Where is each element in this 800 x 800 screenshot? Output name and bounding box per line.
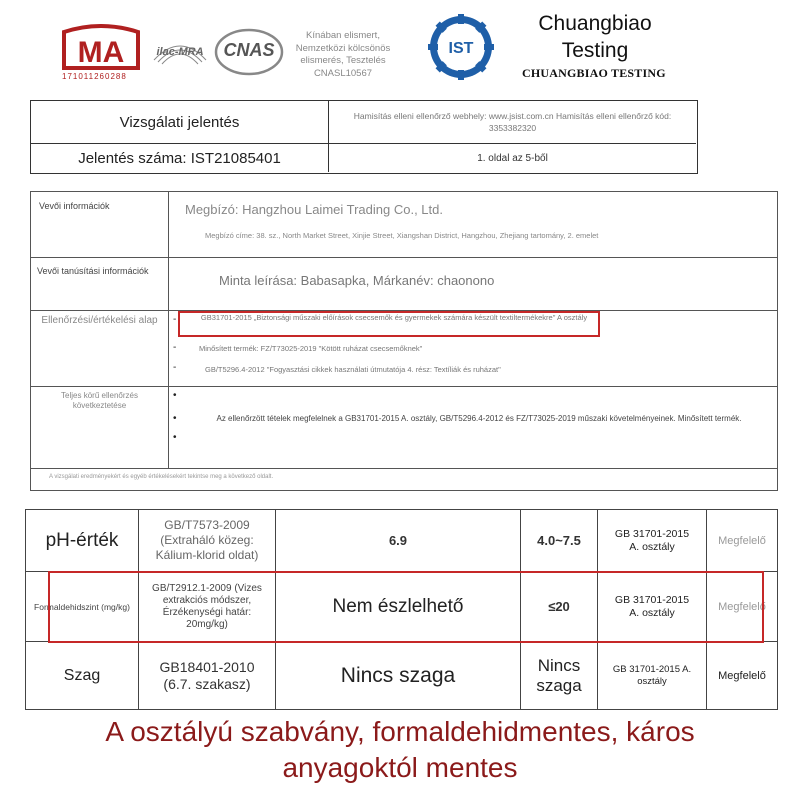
client-name: Megbízó: Hangzhou Laimei Trading Co., Ltd. [185, 202, 443, 217]
bullet-dash: - [173, 342, 177, 353]
result-standard: GB 31701-2015 A. osztály [598, 642, 707, 709]
sample-info-value [169, 258, 777, 311]
result-item: Szag [26, 642, 139, 709]
basis-item-1: GB31701-2015 „Biztonsági műszaki előírások csecsemők és gyermekek számára készült textiltermékekre" A osztály [200, 313, 588, 322]
result-item: pH-érték [26, 510, 139, 571]
result-method: GB/T7573-2009 (Extraháló közeg: Kálium-klorid oldat) [139, 510, 276, 571]
result-method: GB/T2912.1-2009 (Vizes extrakciós módszer, Érzékenységi határ: 20mg/kg) [139, 572, 276, 641]
conclusion-label: Teljes körű ellenőrzés következtetése [31, 387, 169, 469]
conclusion-value [169, 387, 777, 469]
result-verdict: Megfelelő [718, 534, 766, 547]
accreditation-line: CNASL10567 [313, 67, 373, 79]
result-value: Nincs szaga [276, 642, 521, 709]
accreditation-text [286, 30, 400, 80]
company-title [520, 10, 670, 64]
footnote: A vizsgálati eredményekért és egyéb értékelésekért tekintse meg a következő oldalt. [49, 474, 274, 480]
result-verdict: Megfelelő [718, 600, 766, 613]
highlight-box-formaldehyde [48, 571, 764, 643]
company-title-line: Chuangbiao [538, 12, 652, 35]
sample-description: Minta leírása: Babasapka, Márkanév: chaonono [219, 273, 495, 288]
client-info-value [169, 192, 777, 258]
basis-item-2: Minősített termék: FZ/T73025-2019 "Kötött ruházat csecsemőknek" [199, 344, 423, 353]
bullet-dash: - [173, 362, 177, 373]
accreditation-line: elismerés, Tesztelés [300, 55, 386, 66]
accreditation-line: Nemzetközi kölcsönös [295, 42, 391, 54]
bullet-dot: • [173, 413, 177, 424]
page-number: 1. oldal az 5-ből [477, 152, 548, 164]
ist-logo [428, 14, 494, 80]
cma-logo-text: MA [77, 36, 125, 69]
result-method: GB18401-2010 (6.7. szakasz) [139, 642, 276, 709]
conclusion-text: Az ellenőrzött tételek megfelelnek a GB31701-2015 A. osztály, GB/T5296.4-2012 és FZ/T73025-2019 műszaki követelményeinek. Minősített termék. [216, 414, 742, 423]
highlight-box-basis [178, 311, 600, 337]
ist-logo-text: IST [448, 40, 474, 57]
result-limit: Nincs szaga [521, 642, 598, 709]
result-limit: ≤20 [521, 572, 598, 641]
report-header-table [30, 100, 698, 174]
cert-info-label: Vevői tanúsítási információk [31, 258, 169, 311]
table-row [26, 642, 777, 709]
ilac-mra-text: ilac-MRA [156, 46, 204, 58]
report-info-table [30, 191, 778, 491]
basis-item-3: GB/T5296.4-2012 "Fogyasztási cikkek használati útmutatója 4. rész: Textíliák és ruházat" [205, 365, 501, 374]
bullet-dot: • [173, 432, 177, 443]
result-standard: GB 31701-2015 A. osztály [598, 510, 707, 571]
company-subtitle: CHUANGBIAO TESTING [522, 66, 666, 80]
result-limit: 4.0~7.5 [521, 510, 598, 571]
cma-number: 171011260288 [62, 72, 127, 81]
bullet-dot: • [173, 390, 177, 401]
basis-label: Ellenőrzési/értékelési alap [31, 311, 169, 387]
slogan-line: A osztályú szabvány, formaldehidmentes, káros [105, 716, 695, 747]
result-value: Nem észlelhető [276, 572, 521, 641]
accreditation-line: Kínában elismert, [306, 30, 380, 41]
result-item: Formaldehidszint (mg/kg) [26, 572, 139, 641]
anti-counterfeit-info: Hamisítás elleni ellenőrző webhely: www.jsist.com.cn Hamisítás elleni ellenőrző kód: 3353382320 [329, 101, 696, 144]
cnas-logo-text: CNAS [223, 40, 275, 60]
report-number: Jelentés száma: IST21085401 [31, 144, 329, 172]
slogan-line: anyagoktól mentes [282, 752, 518, 783]
client-info-label: Vevői információk [31, 192, 169, 258]
result-standard: GB 31701-2015 A. osztály [598, 572, 707, 641]
client-address: Megbízó címe: 38. sz., North Market Street, Xinjie Street, Xiangshan District, Hangzhou, Zhejiang tartomány, 2. emelet [205, 231, 599, 240]
result-value: 6.9 [276, 510, 521, 571]
result-verdict: Megfelelő [718, 669, 766, 682]
company-title-line: Testing [561, 39, 629, 62]
report-title: Vizsgálati jelentés [31, 101, 329, 144]
slogan [0, 714, 800, 786]
bullet-dash: - [173, 314, 177, 325]
table-row [26, 510, 777, 572]
